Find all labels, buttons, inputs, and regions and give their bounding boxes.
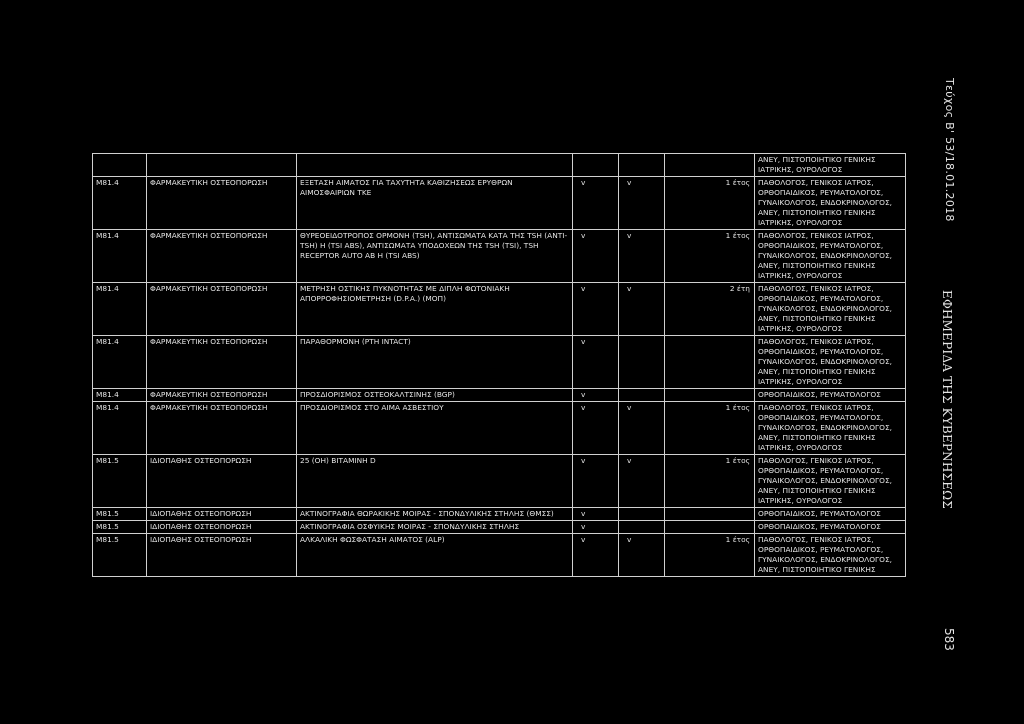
diagnosis-cell: ΙΔΙΟΠΑΘΗΣ ΟΣΤΕΟΠΟΡΩΣΗ — [147, 508, 297, 521]
specialties-cell: ΠΑΘΟΛΟΓΟΣ, ΓΕΝΙΚΟΣ ΙΑΤΡΟΣ, ΟΡΘΟΠΑΙΔΙΚΟΣ, ΡΕΥΜΑΤΟΛΟΓΟΣ, ΓΥΝΑΙΚΟΛΟΓΟΣ, ΕΝΔΟΚΡΙΝΟΛΟΓΟΣ, ΑΝΕΥ, ΠΙΣΤΟΠΟΙΗΤΙΚΟ ΓΕΝΙΚΗΣ ΙΑΤΡΙΚΗΣ, ΟΥΡΟΛΟΓΟΣ — [755, 230, 906, 283]
exam-table — [92, 153, 906, 577]
diagnosis-cell: ΦΑΡΜΑΚΕΥΤΙΚΗ ΟΣΤΕΟΠΟΡΩΣΗ — [147, 230, 297, 283]
code-cell: M81.5 — [93, 455, 147, 508]
check-cell: v — [619, 177, 665, 230]
table-row — [93, 177, 906, 230]
exam-cell: ΕΞΕΤΑΣΗ ΑΙΜΑΤΟΣ ΓΙΑ ΤΑΧΥΤΗΤΑ ΚΑΘΙΖΗΣΕΩΣ ΕΡΥΘΡΩΝ ΑΙΜΟΣΦΑΙΡΙΩΝ ΤΚΕ — [297, 177, 573, 230]
specialties-cell: ΠΑΘΟΛΟΓΟΣ, ΓΕΝΙΚΟΣ ΙΑΤΡΟΣ, ΟΡΘΟΠΑΙΔΙΚΟΣ, ΡΕΥΜΑΤΟΛΟΓΟΣ, ΓΥΝΑΙΚΟΛΟΓΟΣ, ΕΝΔΟΚΡΙΝΟΛΟΓΟΣ, ΑΝΕΥ, ΠΙΣΤΟΠΟΙΗΤΙΚΟ ΓΕΝΙΚΗΣ ΙΑΤΡΙΚΗΣ, ΟΥΡΟΛΟΓΟΣ — [755, 336, 906, 389]
frequency-cell — [665, 389, 755, 402]
exam-cell: ΜΕΤΡΗΣΗ ΟΣΤΙΚΗΣ ΠΥΚΝΟΤΗΤΑΣ ΜΕ ΔΙΠΛΗ ΦΩΤΟΝΙΑΚΗ ΑΠΟΡΡΟΦΗΣΙΟΜΕΤΡΗΣΗ (D.P.A.) (ΜΟΠ) — [297, 283, 573, 336]
check-cell: v — [619, 455, 665, 508]
code-cell: M81.4 — [93, 177, 147, 230]
check-cell — [619, 336, 665, 389]
exam-cell: ΑΚΤΙΝΟΓΡΑΦΙΑ ΘΩΡΑΚΙΚΗΣ ΜΟΙΡΑΣ - ΣΠΟΝΔΥΛΙΚΗΣ ΣΤΗΛΗΣ (ΘΜΣΣ) — [297, 508, 573, 521]
exam-cell: ΑΚΤΙΝΟΓΡΑΦΙΑ ΟΣΦΥΙΚΗΣ ΜΟΙΡΑΣ - ΣΠΟΝΔΥΛΙΚΗΣ ΣΤΗΛΗΣ — [297, 521, 573, 534]
specialties-cell: ΠΑΘΟΛΟΓΟΣ, ΓΕΝΙΚΟΣ ΙΑΤΡΟΣ, ΟΡΘΟΠΑΙΔΙΚΟΣ, ΡΕΥΜΑΤΟΛΟΓΟΣ, ΓΥΝΑΙΚΟΛΟΓΟΣ, ΕΝΔΟΚΡΙΝΟΛΟΓΟΣ, ΑΝΕΥ, ΠΙΣΤΟΠΟΙΗΤΙΚΟ ΓΕΝΙΚΗΣ ΙΑΤΡΙΚΗΣ, ΟΥΡΟΛΟΓΟΣ — [755, 455, 906, 508]
diagnosis-cell: ΙΔΙΟΠΑΘΗΣ ΟΣΤΕΟΠΟΡΩΣΗ — [147, 534, 297, 577]
frequency-cell: 2 έτη — [665, 283, 755, 336]
continuation-row — [93, 154, 906, 177]
frequency-cell — [665, 336, 755, 389]
table-row — [93, 336, 906, 389]
exam-cell: ΑΛΚΑΛΙΚΗ ΦΩΣΦΑΤΑΣΗ ΑΙΜΑΤΟΣ (ALP) — [297, 534, 573, 577]
check-cell — [619, 508, 665, 521]
frequency-cell: 1 έτος — [665, 534, 755, 577]
check-cell: v — [573, 230, 619, 283]
exam-cell: ΠΑΡΑΘΟΡΜΟΝΗ (PTH INTACT) — [297, 336, 573, 389]
specialties-cell: ΠΑΘΟΛΟΓΟΣ, ΓΕΝΙΚΟΣ ΙΑΤΡΟΣ, ΟΡΘΟΠΑΙΔΙΚΟΣ, ΡΕΥΜΑΤΟΛΟΓΟΣ, ΓΥΝΑΙΚΟΛΟΓΟΣ, ΕΝΔΟΚΡΙΝΟΛΟΓΟΣ, ΑΝΕΥ, ΠΙΣΤΟΠΟΙΗΤΙΚΟ ΓΕΝΙΚΗΣ ΙΑΤΡΙΚΗΣ, ΟΥΡΟΛΟΓΟΣ — [755, 177, 906, 230]
specialties-cell: ΠΑΘΟΛΟΓΟΣ, ΓΕΝΙΚΟΣ ΙΑΤΡΟΣ, ΟΡΘΟΠΑΙΔΙΚΟΣ, ΡΕΥΜΑΤΟΛΟΓΟΣ, ΓΥΝΑΙΚΟΛΟΓΟΣ, ΕΝΔΟΚΡΙΝΟΛΟΓΟΣ, ΑΝΕΥ, ΠΙΣΤΟΠΟΙΗΤΙΚΟ ΓΕΝΙΚΗΣ ΙΑΤΡΙΚΗΣ, ΟΥΡΟΛΟΓΟΣ — [755, 402, 906, 455]
code-cell: M81.4 — [93, 283, 147, 336]
code-cell: M81.4 — [93, 230, 147, 283]
check-cell: v — [619, 402, 665, 455]
diagnosis-cell: ΦΑΡΜΑΚΕΥΤΙΚΗ ΟΣΤΕΟΠΟΡΩΣΗ — [147, 336, 297, 389]
exam-cell: ΘΥΡΕΟΕΙΔΟΤΡΟΠΟΣ ΟΡΜΟΝΗ (TSH), ΑΝΤΙΣΩΜΑΤΑ ΚΑΤΑ ΤΗΣ TSH (ANTI-TSH) Η (TSI ABS), ΑΝΤΙΣΩΜΑΤΑ ΥΠΟΔΟΧΕΩΝ ΤΗΣ TSH (TSI), TSH RECEPTOR AUTO AB Η (TSI ABS) — [297, 230, 573, 283]
check-cell: v — [573, 508, 619, 521]
check-cell: v — [573, 283, 619, 336]
check-cell: v — [573, 455, 619, 508]
check-cell: v — [573, 389, 619, 402]
check-cell: v — [573, 521, 619, 534]
table-row — [93, 402, 906, 455]
page-number: 583 — [942, 628, 956, 651]
specialties-cell: ΠΑΘΟΛΟΓΟΣ, ΓΕΝΙΚΟΣ ΙΑΤΡΟΣ, ΟΡΘΟΠΑΙΔΙΚΟΣ, ΡΕΥΜΑΤΟΛΟΓΟΣ, ΓΥΝΑΙΚΟΛΟΓΟΣ, ΕΝΔΟΚΡΙΝΟΛΟΓΟΣ, ΑΝΕΥ, ΠΙΣΤΟΠΟΙΗΤΙΚΟ ΓΕΝΙΚΗΣ ΙΑΤΡΙΚΗΣ, ΟΥΡΟΛΟΓΟΣ — [755, 283, 906, 336]
diagnosis-cell: ΦΑΡΜΑΚΕΥΤΙΚΗ ΟΣΤΕΟΠΟΡΩΣΗ — [147, 389, 297, 402]
table-row — [93, 534, 906, 577]
specialties-cell: ΟΡΘΟΠΑΙΔΙΚΟΣ, ΡΕΥΜΑΤΟΛΟΓΟΣ — [755, 389, 906, 402]
frequency-cell — [665, 521, 755, 534]
check-cell: v — [619, 534, 665, 577]
specialties-cell: ΑΝΕΥ, ΠΙΣΤΟΠΟΙΗΤΙΚΟ ΓΕΝΙΚΗΣ ΙΑΤΡΙΚΗΣ, ΟΥΡΟΛΟΓΟΣ — [755, 154, 906, 177]
check-cell: v — [573, 402, 619, 455]
specialties-cell: ΠΑΘΟΛΟΓΟΣ, ΓΕΝΙΚΟΣ ΙΑΤΡΟΣ, ΟΡΘΟΠΑΙΔΙΚΟΣ, ΡΕΥΜΑΤΟΛΟΓΟΣ, ΓΥΝΑΙΚΟΛΟΓΟΣ, ΕΝΔΟΚΡΙΝΟΛΟΓΟΣ, ΑΝΕΥ, ΠΙΣΤΟΠΟΙΗΤΙΚΟ ΓΕΝΙΚΗΣ — [755, 534, 906, 577]
diagnosis-cell: ΙΔΙΟΠΑΘΗΣ ΟΣΤΕΟΠΟΡΩΣΗ — [147, 521, 297, 534]
check-cell — [619, 521, 665, 534]
code-cell: M81.5 — [93, 521, 147, 534]
issue-reference: Τεύχος Β' 53/18.01.2018 — [943, 78, 956, 222]
check-cell: v — [619, 283, 665, 336]
diagnosis-cell: ΙΔΙΟΠΑΘΗΣ ΟΣΤΕΟΠΟΡΩΣΗ — [147, 455, 297, 508]
table-row — [93, 455, 906, 508]
diagnosis-cell: ΦΑΡΜΑΚΕΥΤΙΚΗ ΟΣΤΕΟΠΟΡΩΣΗ — [147, 283, 297, 336]
diagnosis-cell: ΦΑΡΜΑΚΕΥΤΙΚΗ ΟΣΤΕΟΠΟΡΩΣΗ — [147, 177, 297, 230]
exam-cell: 25 (OH) ΒΙΤΑΜΙΝΗ D — [297, 455, 573, 508]
table-row — [93, 521, 906, 534]
gazette-title: ΕΦΗΜΕΡΙΔΑ ΤΗΣ ΚΥΒΕΡΝΗΣΕΩΣ — [940, 290, 954, 510]
specialties-cell: ΟΡΘΟΠΑΙΔΙΚΟΣ, ΡΕΥΜΑΤΟΛΟΓΟΣ — [755, 508, 906, 521]
check-cell: v — [573, 177, 619, 230]
table-row — [93, 508, 906, 521]
check-cell: v — [573, 336, 619, 389]
exam-cell: ΠΡΟΣΔΙΟΡΙΣΜΟΣ ΣΤΟ ΑΙΜΑ ΑΣΒΕΣΤΙΟΥ — [297, 402, 573, 455]
code-cell: M81.5 — [93, 534, 147, 577]
table-row — [93, 389, 906, 402]
specialties-cell: ΟΡΘΟΠΑΙΔΙΚΟΣ, ΡΕΥΜΑΤΟΛΟΓΟΣ — [755, 521, 906, 534]
frequency-cell — [665, 508, 755, 521]
exam-table-container — [92, 153, 905, 577]
frequency-cell: 1 έτος — [665, 177, 755, 230]
check-cell — [619, 389, 665, 402]
frequency-cell: 1 έτος — [665, 402, 755, 455]
frequency-cell: 1 έτος — [665, 230, 755, 283]
diagnosis-cell: ΦΑΡΜΑΚΕΥΤΙΚΗ ΟΣΤΕΟΠΟΡΩΣΗ — [147, 402, 297, 455]
check-cell: v — [573, 534, 619, 577]
code-cell: M81.4 — [93, 389, 147, 402]
code-cell: M81.4 — [93, 336, 147, 389]
code-cell: M81.5 — [93, 508, 147, 521]
table-row — [93, 283, 906, 336]
code-cell: M81.4 — [93, 402, 147, 455]
check-cell: v — [619, 230, 665, 283]
exam-cell: ΠΡΟΣΔΙΟΡΙΣΜΟΣ ΟΣΤΕΟΚΑΛΤΣΙΝΗΣ (BGP) — [297, 389, 573, 402]
table-row — [93, 230, 906, 283]
frequency-cell: 1 έτος — [665, 455, 755, 508]
